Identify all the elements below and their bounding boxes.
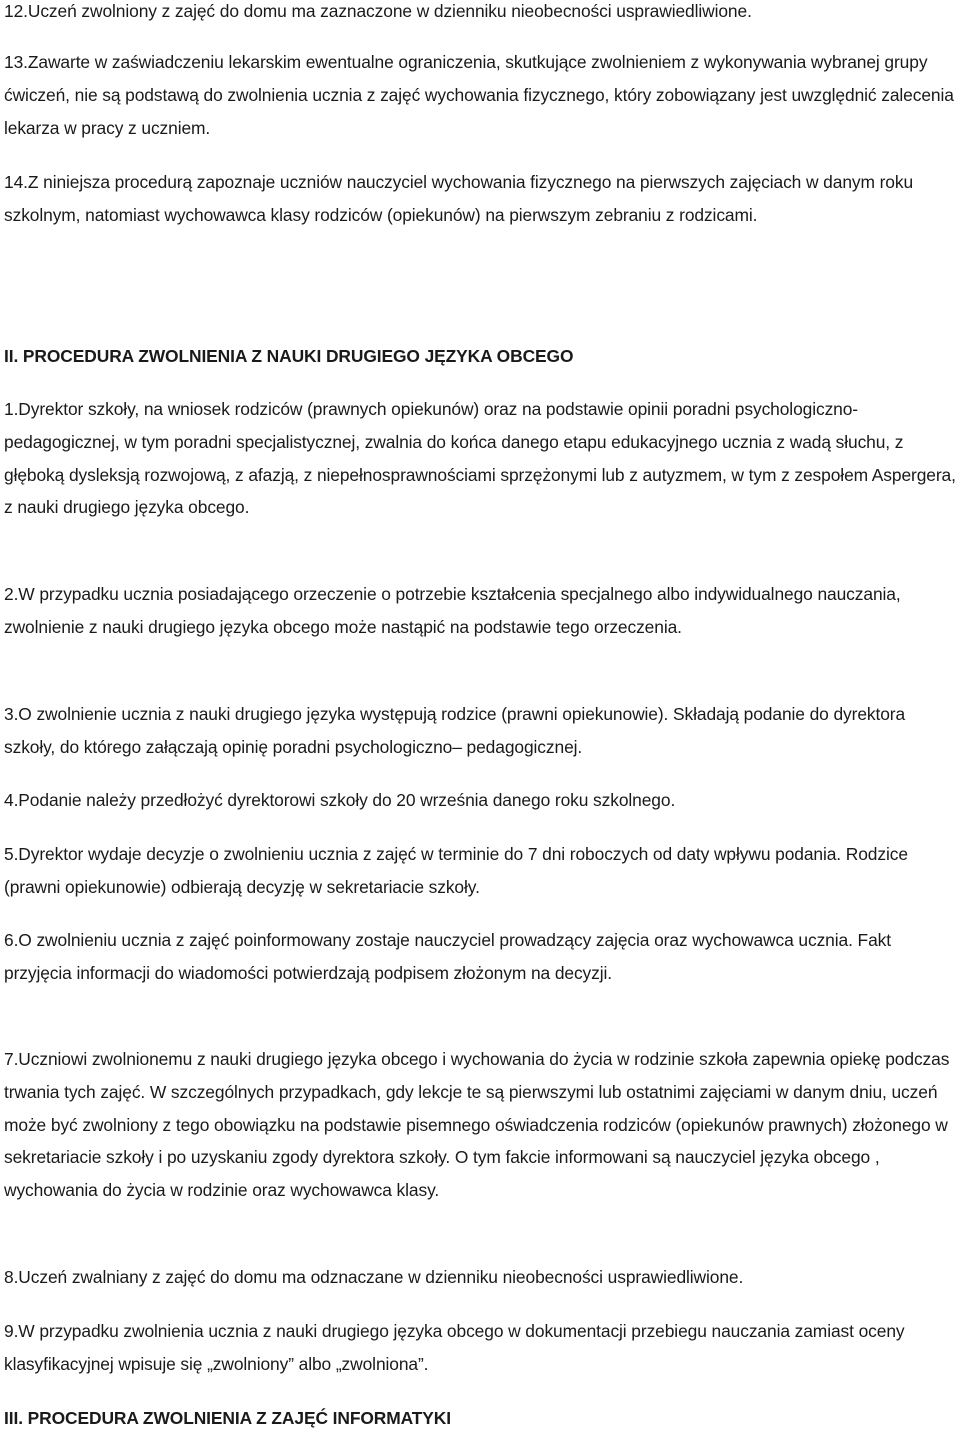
section-ii-item-2: 2.W przypadku ucznia posiadającego orzeczenie o potrzebie kształcenia specjalnego albo indywidualnego nauczania, zwolnienie z nauki drugiego języka obcego może nastąpić na podstawie tego orzeczenia. [4, 584, 901, 637]
paragraph-13: 13.Zawarte w zaświadczeniu lekarskim ewentualne ograniczenia, skutkujące zwolnieniem z wykonywania wybranej grupy ćwiczeń, nie są podstawą do zwolnienia ucznia z zajęć wychowania fizycznego, który zobowiązany jest uwzględnić zalecenia lekarza w pracy z uczniem. [4, 52, 954, 138]
paragraph-12: 12.Uczeń zwolniony z zajęć do domu ma zaznaczone w dzienniku nieobecności usprawiedliwione. [4, 1, 752, 21]
section-ii-item-8: 8.Uczeń zwalniany z zajęć do domu ma odznaczane w dzienniku nieobecności usprawiedliwione. [4, 1267, 744, 1287]
section-ii-item-5: 5.Dyrektor wydaje decyzje o zwolnieniu ucznia z zajęć w terminie do 7 dni roboczych od daty wpływu podania. Rodzice (prawni opiekunowie) odbierają decyzję w sekretariacie szkoły. [4, 844, 908, 897]
section-ii-item-9: 9.W przypadku zwolnienia ucznia z nauki drugiego języka obcego w dokumentacji przebiegu nauczania zamiast oceny klasyfikacyjnej wpisuje się „zwolniony” albo „zwolniona”. [4, 1321, 905, 1374]
section-ii-item-1: 1.Dyrektor szkoły, na wniosek rodziców (prawnych opiekunów) oraz na podstawie opinii poradni psychologiczno-pedagogicznej, w tym poradni specjalistycznej, zwalnia do końca danego etapu edukacyjnego ucznia z wadą słuchu, z głęboką dysleksją rozwojową, z afazją, z niepełnosprawnościami sprzężonymi lub z autyzmem, w tym z zespołem Aspergera, z nauki drugiego języka obcego. [4, 399, 956, 518]
section-ii-item-7: 7.Uczniowi zwolnionemu z nauki drugiego języka obcego i wychowania do życia w rodzinie szkoła zapewnia opiekę podczas trwania tych zajęć. W szczególnych przypadkach, gdy lekcje te są pierwszymi lub ostatnimi zajęciami w danym dniu, uczeń może być zwolniony z tego obowiązku na podstawie pisemnego oświadczenia rodziców (opiekunów prawnych) złożonego w sekretariacie szkoły i po uzyskaniu zgody dyrektora szkoły. O tym fakcie informowani są nauczyciel języka obcego , wychowania do życia w rodzinie oraz wychowawca klasy. [4, 1049, 950, 1201]
section-ii-item-3: 3.O zwolnienie ucznia z nauki drugiego języka występują rodzice (prawni opiekunowie). Składają podanie do dyrektora szkoły, do którego załączają opinię poradni psychologiczno– pedagogicznej. [4, 704, 906, 757]
section-iii-heading: III. PROCEDURA ZWOLNIENIA Z ZAJĘĆ INFORMATYKI [4, 1408, 452, 1428]
section-ii-item-6: 6.O zwolnieniu ucznia z zajęć poinformowany zostaje nauczyciel prowadzący zajęcia oraz wychowawca ucznia. Fakt przyjęcia informacji do wiadomości potwierdzają podpisem złożonym na decyzji. [4, 930, 891, 983]
section-ii-item-4: 4.Podanie należy przedłożyć dyrektorowi szkoły do 20 września danego roku szkolnego. [4, 790, 676, 810]
paragraph-14: 14.Z niniejsza procedurą zapoznaje uczniów nauczyciel wychowania fizycznego na pierwszych zajęciach w danym roku szkolnym, natomiast wychowawca klasy rodziców (opiekunów) na pierwszym zebraniu z rodzicami. [4, 172, 914, 225]
section-ii-heading: II. PROCEDURA ZWOLNIENIA Z NAUKI DRUGIEGO JĘZYKA OBCEGO [4, 346, 574, 366]
